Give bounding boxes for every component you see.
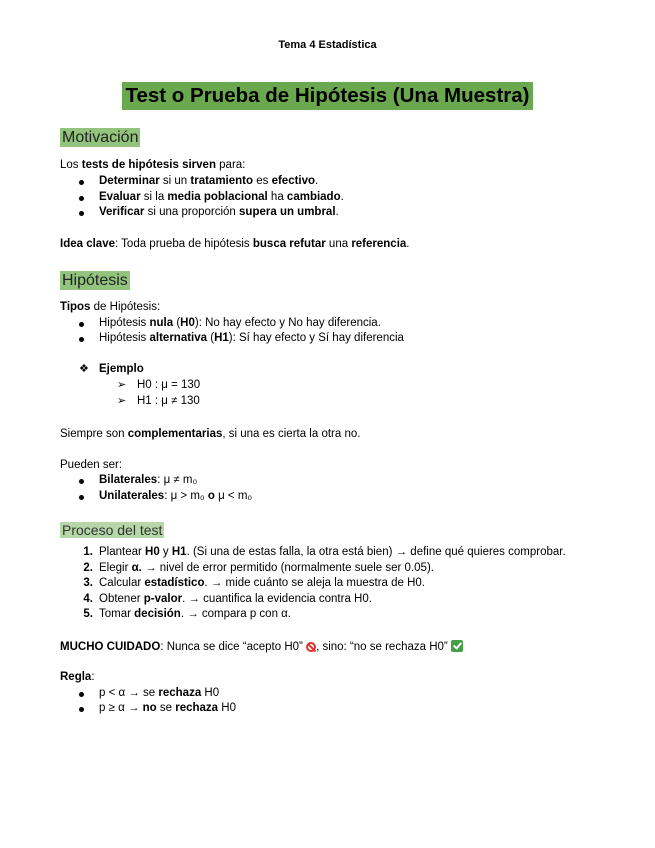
bold-text: estadístico	[144, 577, 205, 589]
text: si una proporción	[144, 206, 240, 218]
text: de Hipótesis:	[90, 301, 161, 313]
check-mark-icon	[451, 640, 463, 652]
bullet-icon	[79, 180, 84, 185]
heading-proceso	[60, 522, 164, 540]
bold-text: cambiado	[286, 191, 341, 203]
step-number: 5.	[83, 608, 93, 620]
bold-text: H1	[214, 332, 229, 344]
text: H0	[201, 687, 220, 699]
bullet-icon	[79, 211, 84, 216]
text: : Nunca se dice “acepto H0”	[160, 641, 307, 653]
tipos-hipotesis	[60, 301, 160, 315]
bold-text: Unilaterales	[99, 490, 165, 502]
list-item	[79, 191, 344, 205]
text: μ < m₀	[214, 490, 253, 502]
text: Calcular	[99, 577, 145, 589]
pueden-ser: Pueden ser:	[60, 459, 123, 471]
bold-text: Verificar	[99, 206, 145, 218]
list-item	[79, 490, 252, 504]
prohibited-icon	[306, 642, 316, 652]
text: (	[173, 317, 181, 329]
text: . → cuantifica la evidencia contra H0.	[182, 593, 372, 605]
list-item	[79, 317, 381, 331]
bullet-icon	[79, 337, 84, 342]
bold-text: H0	[180, 317, 195, 329]
text: Hipótesis	[99, 317, 150, 329]
text: , si una es cierta la otra no.	[222, 428, 361, 440]
ejemplo-line	[117, 379, 200, 393]
text: .	[315, 175, 319, 187]
text: . → compara p con α.	[180, 608, 292, 620]
text: se	[156, 702, 176, 714]
bold-text: supera un umbral	[239, 206, 336, 218]
text: una	[325, 238, 352, 250]
bold-text: Tipos	[60, 301, 91, 313]
running-title: Tema 4 Estadística	[278, 39, 377, 51]
bold-text: decisión	[134, 608, 181, 620]
text: :	[91, 671, 95, 683]
bold-text: complementarias	[127, 428, 223, 440]
bold-text: MUCHO CUIDADO	[60, 641, 161, 653]
regla-label	[60, 671, 95, 685]
heading-motivacion	[60, 128, 140, 148]
bold-text: Bilaterales	[99, 474, 158, 486]
text: y	[159, 546, 172, 558]
bold-text: tratamiento	[190, 175, 254, 187]
step-item	[79, 546, 566, 560]
complementarias-line	[60, 428, 360, 442]
text: . (Si una de estas falla, la otra está bien) → define qué quieres comprobar.	[186, 546, 566, 558]
bold-text: α.	[131, 562, 142, 574]
arrowhead-bullet-icon: ➢	[117, 379, 127, 391]
text: Obtener	[99, 593, 144, 605]
list-item	[79, 702, 236, 716]
text: Tomar	[99, 608, 135, 620]
text: .	[335, 206, 339, 218]
text: para:	[215, 159, 246, 171]
idea-clave	[60, 238, 410, 252]
bullet-icon	[79, 692, 84, 697]
bold-text: Regla	[60, 671, 92, 683]
bold-text: Evaluar	[99, 191, 141, 203]
list-item	[79, 175, 318, 189]
bold-text: efectivo	[271, 175, 316, 187]
bullet-icon	[79, 322, 84, 327]
text: , sino: “no se rechaza H0”	[316, 641, 451, 653]
bullet-icon	[79, 479, 84, 484]
text: ): No hay efecto y No hay diferencia.	[194, 317, 381, 329]
text: : μ ≠ m₀	[157, 474, 198, 486]
bold-text: H0	[145, 546, 160, 558]
list-item	[79, 687, 219, 701]
text: Hipótesis	[99, 332, 150, 344]
bold-text: o	[207, 490, 215, 502]
text: ha	[267, 191, 287, 203]
bold-text: rechaza	[158, 687, 202, 699]
ejemplo-line	[117, 395, 200, 409]
bold-text: H1	[171, 546, 187, 558]
text: : Toda prueba de hipótesis	[114, 238, 253, 250]
bold-text: nula	[149, 317, 174, 329]
text: p < α → se	[99, 687, 159, 699]
text: .	[406, 238, 410, 250]
text: es	[253, 175, 272, 187]
ejemplo-label: Ejemplo	[99, 363, 144, 375]
ejemplo-item	[79, 363, 144, 377]
bold-text: tests de hipótesis sirven	[81, 159, 216, 171]
arrowhead-bullet-icon: ➢	[117, 395, 127, 407]
step-item	[79, 593, 372, 607]
step-number: 4.	[83, 593, 93, 605]
step-item	[79, 577, 425, 591]
motivacion-intro	[60, 159, 245, 173]
text: Los	[60, 159, 82, 171]
text: si la	[140, 191, 168, 203]
text: si un	[159, 175, 191, 187]
step-number: 3.	[83, 577, 93, 589]
bold-text: p-valor	[143, 593, 183, 605]
list-item	[79, 332, 404, 346]
bold-text: Idea clave	[60, 238, 115, 250]
text: → nivel de error permitido (normalmente suele ser 0.05).	[141, 562, 434, 574]
bold-text: media poblacional	[167, 191, 268, 203]
bullet-icon	[79, 707, 84, 712]
mucho-cuidado	[60, 640, 463, 655]
bullet-icon	[79, 495, 84, 500]
text: . → mide cuánto se aleja la muestra de H0.	[204, 577, 425, 589]
text: p ≥ α →	[99, 702, 143, 714]
text: : μ > m₀	[164, 490, 208, 502]
heading-motivacion-text: Motivación	[62, 129, 139, 146]
bold-text: no	[142, 702, 157, 714]
bullet-icon	[79, 196, 84, 201]
text: Siempre son	[60, 428, 128, 440]
diamond-bullet-icon: ❖	[79, 363, 89, 375]
heading-hipotesis	[60, 271, 130, 291]
text: Plantear	[99, 546, 146, 558]
heading-proceso-text: Proceso del test	[62, 522, 163, 538]
step-item	[79, 562, 434, 576]
list-item	[79, 474, 197, 488]
step-number: 2.	[83, 562, 93, 574]
text: H0 : μ = 130	[137, 379, 201, 391]
text: H1 : μ ≠ 130	[137, 395, 200, 407]
text: H0	[218, 702, 236, 714]
bold-text: referencia	[351, 238, 407, 250]
heading-hipotesis-text: Hipótesis	[62, 272, 128, 289]
text: .	[340, 191, 344, 203]
step-item	[79, 608, 291, 622]
bold-text: Determinar	[99, 175, 160, 187]
title-wrap	[0, 82, 655, 110]
text: ): Sí hay efecto y Sí hay diferencia	[228, 332, 404, 344]
document-title: Test o Prueba de Hipótesis (Una Muestra)	[122, 82, 532, 110]
step-number: 1.	[83, 546, 93, 558]
list-item	[79, 206, 339, 220]
bold-text: alternativa	[149, 332, 208, 344]
bold-text: rechaza	[175, 702, 219, 714]
text: (	[207, 332, 215, 344]
text: Elegir	[99, 562, 132, 574]
bold-text: busca refutar	[252, 238, 326, 250]
